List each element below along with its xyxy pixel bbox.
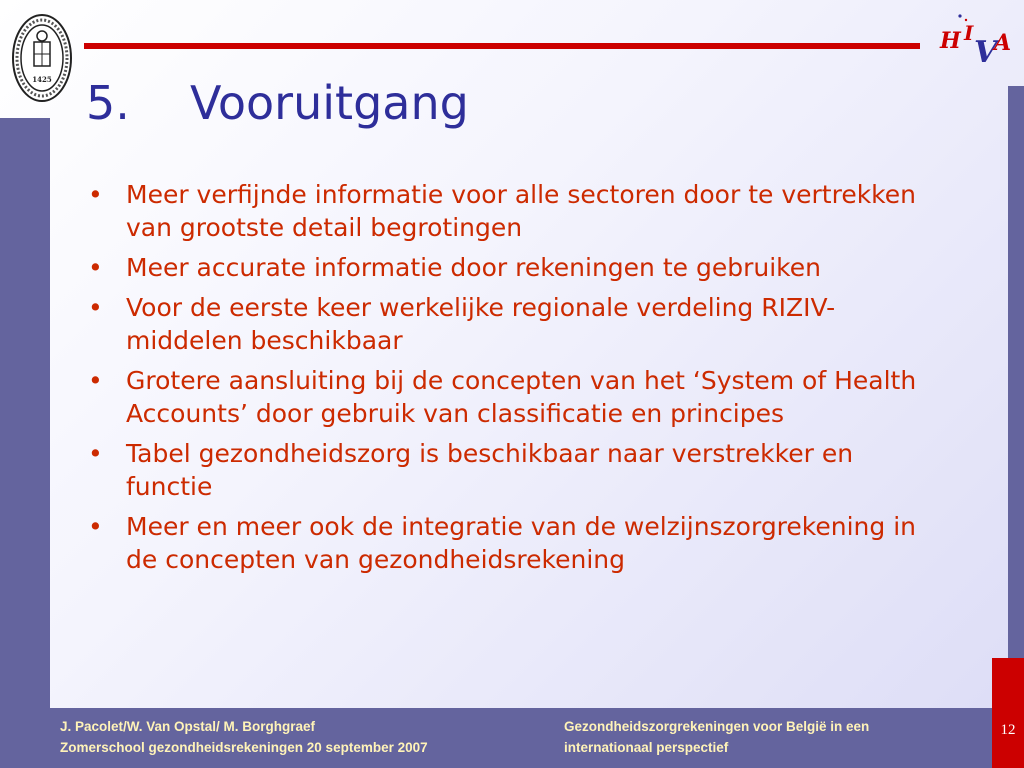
page-number-box xyxy=(992,658,1024,768)
logo-letter-i: I xyxy=(964,21,974,45)
hiva-logo-icon xyxy=(938,12,1020,76)
footer-title-line-1: Gezondheidszorgrekeningen voor België in een xyxy=(564,719,870,734)
bullet-item xyxy=(86,178,936,244)
logo-letter-a: A xyxy=(994,30,1012,56)
slide-title-text: Vooruitgang xyxy=(190,76,469,130)
bullet-dot-icon: • xyxy=(88,512,103,541)
slide-title xyxy=(86,78,469,129)
bullet-dot-icon: • xyxy=(88,293,103,322)
bullet-item xyxy=(86,510,936,576)
footer-presentation-title xyxy=(564,716,869,758)
left-decor-band xyxy=(0,118,50,768)
footer-authors-line: J. Pacolet/W. Van Opstal/ M. Borghgraef xyxy=(60,719,316,734)
bullet-item xyxy=(86,437,936,503)
logo-letter-v: V xyxy=(974,35,998,70)
bullet-text: Tabel gezondheidszorg is beschikbaar naar verstrekker en functie xyxy=(126,439,854,501)
seal-year: 1425 xyxy=(32,75,52,84)
bullet-item xyxy=(86,364,936,430)
page-number: 12 xyxy=(1000,722,1016,738)
title-rule xyxy=(84,43,920,49)
bullet-dot-icon: • xyxy=(88,253,103,282)
bullet-dot-icon: • xyxy=(88,439,103,468)
bullet-item xyxy=(86,291,936,357)
bullet-item xyxy=(86,251,936,284)
bullet-text: Meer en meer ook de integratie van de welzijnszorgrekening in de concepten van gezondheidsrekening xyxy=(126,512,917,574)
bullet-text: Meer verfijnde informatie voor alle sectoren door te vertrekken van grootste detail begrotingen xyxy=(126,180,916,242)
bullet-text: Grotere aansluiting bij de concepten van het ‘System of Health Accounts’ door gebruik van classificatie en principes xyxy=(126,366,917,428)
slide-title-number: 5. xyxy=(86,76,130,130)
footer-title-line-2: internationaal perspectief xyxy=(564,740,729,755)
bullet-dot-icon: • xyxy=(88,366,103,395)
footer-authors xyxy=(60,716,428,758)
bullet-dot-icon: • xyxy=(88,180,103,209)
bullet-list xyxy=(86,178,936,583)
university-seal-icon xyxy=(10,10,74,106)
right-decor-band xyxy=(1008,86,1024,658)
bullet-text: Voor de eerste keer werkelijke regionale verdeling RIZIV-middelen beschikbaar xyxy=(126,293,836,355)
logo-letter-h: H xyxy=(940,28,961,54)
bullet-text: Meer accurate informatie door rekeningen te gebruiken xyxy=(126,253,821,282)
footer-event-line: Zomerschool gezondheidsrekeningen 20 september 2007 xyxy=(60,740,428,755)
